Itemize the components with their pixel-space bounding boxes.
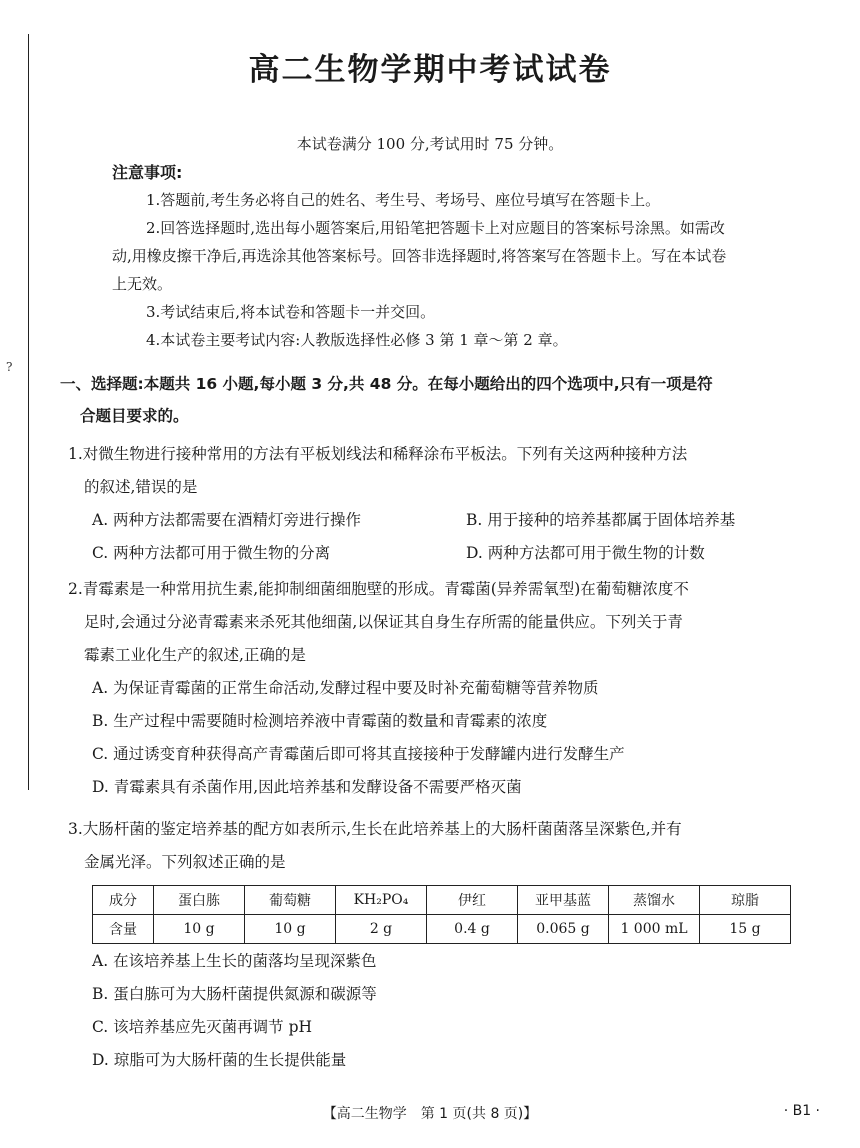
table-cell: 0.4 g	[427, 915, 518, 944]
table-cell: 蛋白胨	[154, 886, 245, 915]
question-2-option-d[interactable]: D. 青霉素具有杀菌作用,因此培养基和发酵设备不需要严格灭菌	[92, 778, 522, 796]
table-cell: 含量	[93, 915, 154, 944]
section-heading-line2: 合题目要求的。	[80, 407, 189, 425]
section-heading-line1: 一、选择题:本题共 16 小题,每小题 3 分,共 48 分。在每小题给出的四个选项中,只有一项是符	[60, 375, 713, 393]
table-cell: 2 g	[336, 915, 427, 944]
question-2-option-c[interactable]: C. 通过诱变育种获得高产青霉菌后即可将其直接接种于发酵罐内进行发酵生产	[92, 745, 625, 763]
page-footer: 【高二生物学 第 1 页(共 8 页)】	[322, 1106, 538, 1122]
page-title: 高二生物学期中考试试卷	[248, 52, 612, 88]
question-3-option-d[interactable]: D. 琼脂可为大肠杆菌的生长提供能量	[92, 1051, 347, 1069]
question-3-option-b[interactable]: B. 蛋白胨可为大肠杆菌提供氮源和碳源等	[92, 985, 377, 1003]
question-3-option-a[interactable]: A. 在该培养基上生长的菌落均呈现深紫色	[92, 952, 377, 970]
question-2-stem: 2.青霉素是一种常用抗生素,能抑制细菌细胞壁的形成。青霉菌(异养需氧型)在葡萄糖浓度不	[68, 580, 689, 598]
notes-list	[112, 186, 732, 354]
table-row	[93, 915, 791, 944]
table-cell: 15 g	[700, 915, 791, 944]
binding-mark: ?	[6, 360, 13, 374]
question-1-option-a[interactable]: A. 两种方法都需要在酒精灯旁进行操作	[92, 511, 362, 529]
question-3-stem: 3.大肠杆菌的鉴定培养基的配方如表所示,生长在此培养基上的大肠杆菌菌落呈深紫色,并有	[68, 820, 682, 838]
table-cell: 蒸馏水	[609, 886, 700, 915]
table-cell: 琼脂	[700, 886, 791, 915]
paper-code: · B1 ·	[783, 1103, 820, 1119]
question-2	[68, 573, 818, 804]
table-cell: 10 g	[245, 915, 336, 944]
note-item: 3.考试结束后,将本试卷和答题卡一并交回。	[146, 303, 436, 321]
table-cell: 伊红	[427, 886, 518, 915]
question-3-option-c[interactable]: C. 该培养基应先灭菌再调节 pH	[92, 1018, 313, 1036]
question-1-stem-cont: 的叙述,错误的是	[84, 478, 198, 496]
question-3-stem-cont: 金属光泽。下列叙述正确的是	[84, 853, 286, 871]
exam-info: 本试卷满分 100 分,考试用时 75 分钟。	[296, 135, 564, 153]
medium-table	[92, 885, 791, 944]
table-cell: KH₂PO₄	[336, 886, 427, 915]
note-item: 2.回答选择题时,选出每小题答案后,用铅笔把答题卡上对应题目的答案标号涂黑。如需改动,用橡皮擦干净后,再选涂其他答案标号。回答非选择题时,将答案写在答题卡上。写在本试卷上无效。	[112, 219, 727, 293]
table-cell: 10 g	[154, 915, 245, 944]
note-item: 1.答题前,考生务必将自己的姓名、考生号、考场号、座位号填写在答题卡上。	[146, 191, 661, 209]
question-2-option-b[interactable]: B. 生产过程中需要随时检测培养液中青霉菌的数量和青霉素的浓度	[92, 712, 548, 730]
note-item: 4.本试卷主要考试内容:人教版选择性必修 3 第 1 章～第 2 章。	[146, 331, 568, 349]
question-2-stem-cont: 霉素工业化生产的叙述,正确的是	[84, 646, 306, 664]
question-2-stem-cont: 足时,会通过分泌青霉素来杀死其他细菌,以保证其自身生存所需的能量供应。下列关于青	[84, 613, 683, 631]
table-cell: 亚甲基蓝	[518, 886, 609, 915]
question-1-option-b[interactable]: B. 用于接种的培养基都属于固体培养基	[466, 511, 736, 529]
table-cell: 成分	[93, 886, 154, 915]
question-3-options	[92, 945, 377, 1077]
table-header-row	[93, 886, 791, 915]
question-1	[68, 438, 818, 570]
table-cell: 1 000 mL	[609, 915, 700, 944]
table-cell: 0.065 g	[518, 915, 609, 944]
question-1-option-c[interactable]: C. 两种方法都可用于微生物的分离	[92, 544, 331, 562]
question-1-stem: 1.对微生物进行接种常用的方法有平板划线法和稀释涂布平板法。下列有关这两种接种方法	[68, 445, 688, 463]
question-1-option-d[interactable]: D. 两种方法都可用于微生物的计数	[466, 544, 705, 562]
section-heading	[60, 368, 820, 432]
question-3	[68, 813, 818, 879]
notes-heading: 注意事项:	[112, 163, 183, 182]
table-cell: 葡萄糖	[245, 886, 336, 915]
question-2-option-a[interactable]: A. 为保证青霉菌的正常生命活动,发酵过程中要及时补充葡萄糖等营养物质	[92, 679, 599, 697]
